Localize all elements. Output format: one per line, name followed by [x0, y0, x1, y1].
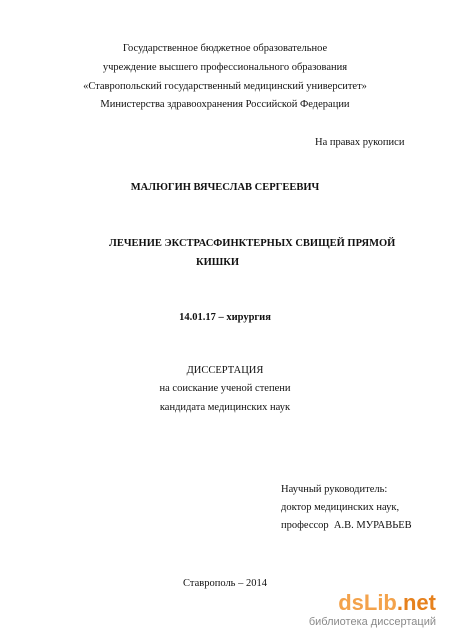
logo-part-1: dsLib [338, 590, 397, 615]
institution-line-1: Государственное бюджетное образовательное [122, 43, 328, 54]
degree-purpose: на соискание ученой степени [159, 383, 291, 394]
specialty-code: 14.01.17 – хирургия [179, 312, 271, 323]
watermark [309, 592, 436, 628]
institution-line-4: Министерства здравоохранения Российской Федерации [100, 99, 350, 110]
institution-line-2: учреждение высшего профессионального образования [102, 62, 348, 73]
supervisor-name: профессор А.В. МУРАВЬЕВ [281, 520, 412, 531]
author-name: МАЛЮГИН ВЯЧЕСЛАВ СЕРГЕЕВИЧ [130, 182, 320, 193]
city-year: Ставрополь – 2014 [183, 578, 267, 589]
logo-part-2: .net [396, 590, 436, 615]
title-line-1: ЛЕЧЕНИЕ ЭКСТРАСФИНКТЕРНЫХ СВИЩЕЙ ПРЯМОЙ [109, 238, 396, 249]
dissertation-label: ДИССЕРТАЦИЯ [186, 365, 264, 376]
dslib-logo [309, 592, 436, 614]
supervisor-label: Научный руководитель: [281, 484, 388, 495]
institution-line-3: «Ставропольский государственный медицинский университет» [83, 81, 367, 92]
supervisor-degree: доктор медицинских наук, [281, 502, 400, 513]
title-line-2: КИШКИ [196, 257, 240, 268]
degree-name: кандидата медицинских наук [159, 402, 291, 413]
watermark-caption: библиотека диссертаций [308, 616, 436, 628]
manuscript-rights-note: На правах рукописи [315, 137, 405, 148]
